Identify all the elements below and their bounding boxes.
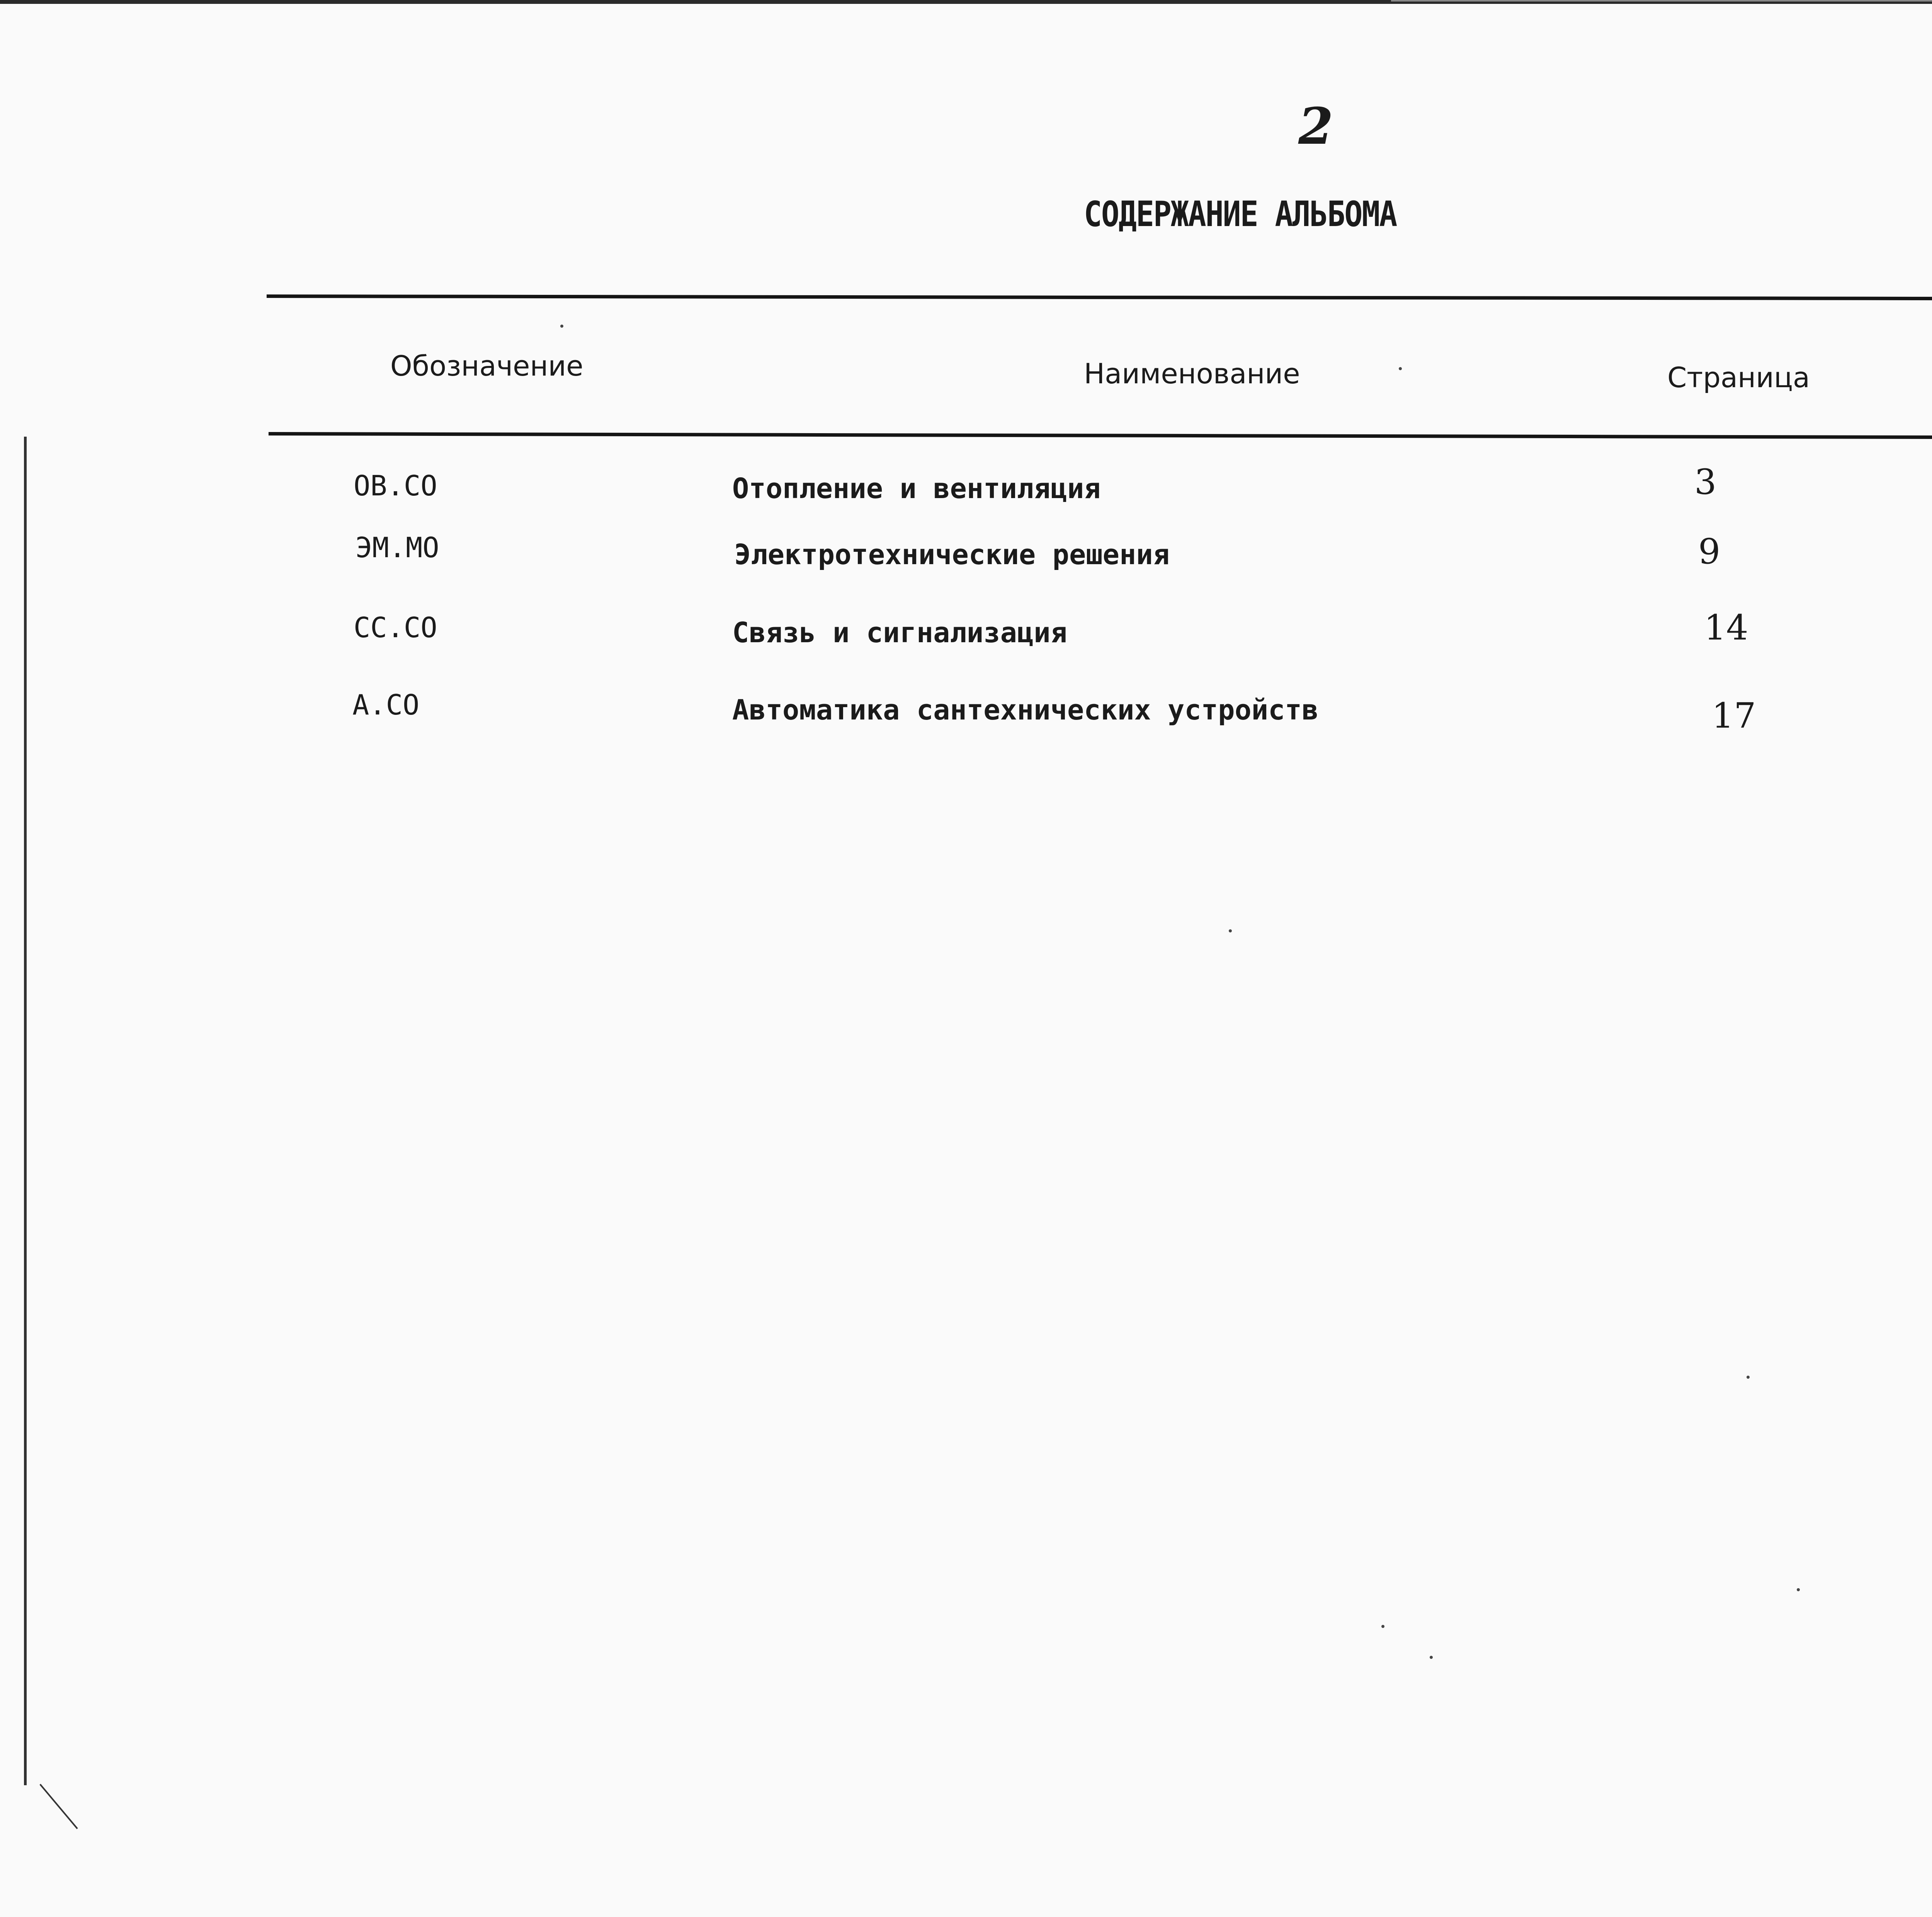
column-header-page: Страница: [1667, 361, 1810, 394]
scan-speck: [1399, 367, 1402, 370]
row-page: 17: [1712, 696, 1756, 736]
scan-speck: [1381, 1625, 1384, 1628]
row-code: ЭМ.МО: [355, 531, 439, 564]
scan-corner-mark: [39, 1784, 78, 1829]
row-name: Автоматика сантехнических устройств: [732, 694, 1319, 726]
row-code: А.СО: [352, 689, 420, 721]
page-title: СОДЕРЖАНИЕ АЛЬБОМА: [1084, 194, 1397, 235]
row-code: ОВ.СО: [354, 469, 437, 502]
row-name: Отопление и вентиляция: [732, 472, 1101, 505]
scan-speck: [1747, 1376, 1750, 1379]
scan-speck: [1430, 1656, 1433, 1659]
page-number: 2: [1298, 97, 1333, 156]
scan-speck: [560, 325, 563, 328]
scan-speck: [1797, 1588, 1800, 1591]
column-header-name: Наименование: [1084, 357, 1300, 390]
row-page: 9: [1698, 531, 1721, 572]
table-top-rule: [267, 294, 1932, 301]
column-header-code: Обозначение: [390, 350, 583, 382]
table-header-rule: [269, 432, 1932, 441]
scan-speck: [1229, 929, 1232, 932]
row-name: Связь и сигнализация: [732, 616, 1067, 649]
row-page: 14: [1704, 607, 1748, 648]
scan-left-edge: [24, 437, 27, 1785]
row-name: Электротехнические решения: [734, 538, 1170, 571]
row-page: 3: [1694, 462, 1717, 502]
scan-top-edge-secondary: [1391, 0, 1932, 2]
row-code: СС.СО: [354, 611, 437, 644]
